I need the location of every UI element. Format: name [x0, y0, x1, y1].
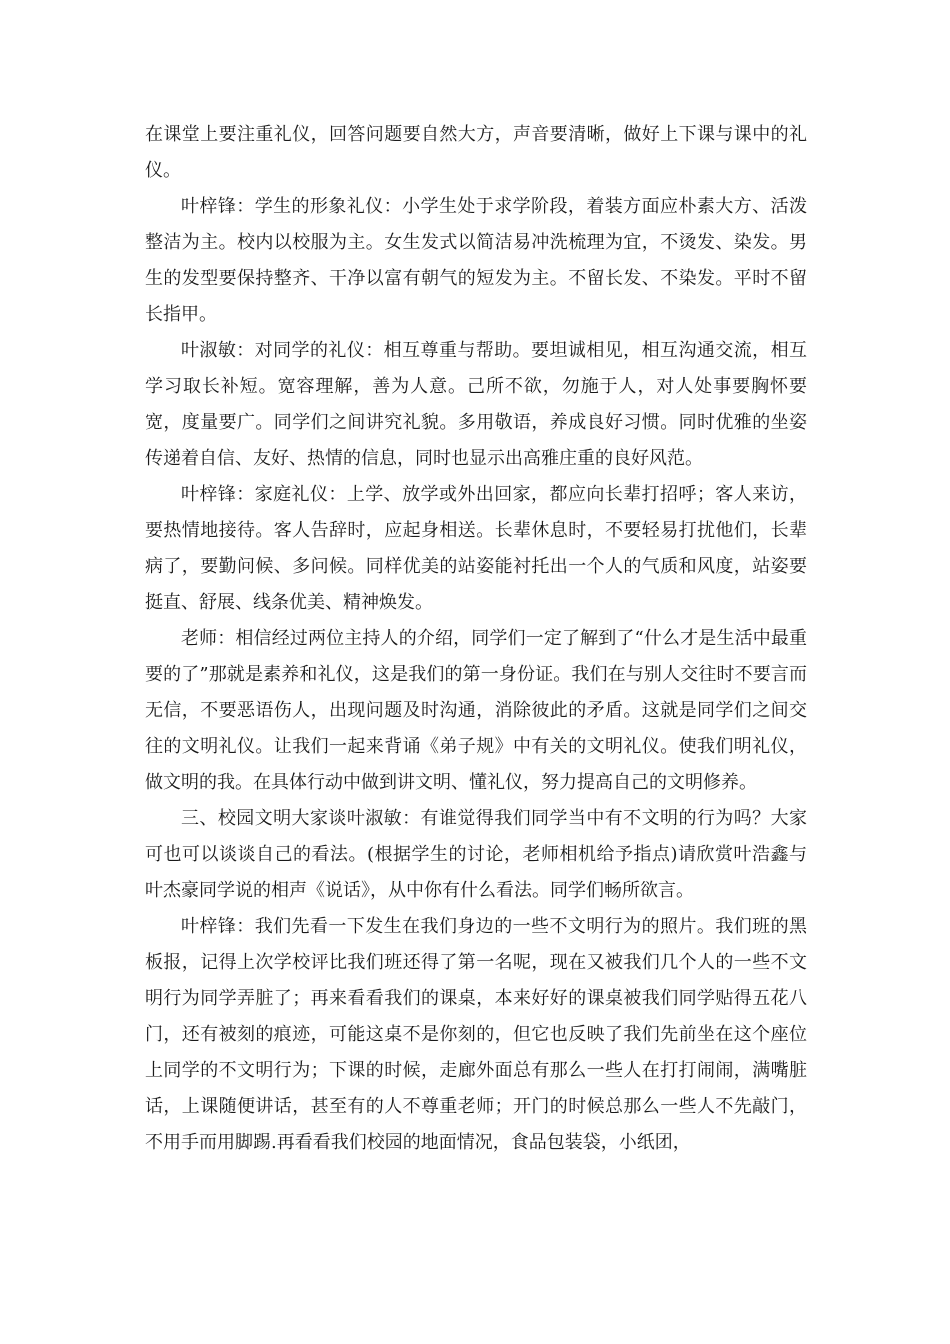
paragraph-3: 叶淑敏：对同学的礼仪：相互尊重与帮助。要坦诚相见，相互沟通交流，相互学习取长补短。宽容理解，善为人意。己所不欲，勿施于人，对人处事要胸怀要宽，度量要广。同学们之间讲究礼貌。多用敬语，养成良好习惯。同时优雅的坐姿传递着自信、友好、热情的信息，同时也显示出高雅庄重的良好风范。	[145, 340, 807, 469]
paragraph-5: 老师：相信经过两位主持人的介绍，同学们一定了解到了“什么才是生活中最重要的了”那就是素养和礼仪，这是我们的第一身份证。我们在与别人交往时不要言而无信，不要恶语伤人，出现问题及时沟通，消除彼此的矛盾。这就是同学们之间交往的文明礼仪。让我们一起来背诵《弟子规》中有关的文明礼仪。使我们明礼仪，做文明的我。在具体行动中做到讲文明、懂礼仪，努力提高自己的文明修养。	[145, 628, 807, 793]
paragraph-2: 叶梓锋：学生的形象礼仪：小学生处于求学阶段，着装方面应朴素大方、活泼整洁为主。校内以校服为主。女生发式以简洁易冲洗梳理为宜，不烫发、染发。男生的发型要保持整齐、干净以富有朝气的短发为主。不留长发、不染发。平时不留长指甲。	[145, 196, 807, 325]
paragraph-6: 三、校园文明大家谈叶淑敏：有谁觉得我们同学当中有不文明的行为吗？大家可也可以谈谈自己的看法。(根据学生的讨论，老师相机给予指点)请欣赏叶浩鑫与叶杰豪同学说的相声《说话》，从中你有什么看法。同学们畅所欲言。	[145, 808, 807, 901]
paragraph-4: 叶梓锋：家庭礼仪：上学、放学或外出回家，都应向长辈打招呼；客人来访，要热情地接待。客人告辞时，应起身相送。长辈休息时，不要轻易打扰他们，长辈病了，要勤问候、多问候。同样优美的站姿能衬托出一个人的气质和风度，站姿要挺直、舒展、线条优美、精神焕发。	[145, 484, 807, 613]
paragraph-7: 叶梓锋：我们先看一下发生在我们身边的一些不文明行为的照片。我们班的黑板报，记得上次学校评比我们班还得了第一名呢，现在又被我们几个人的一些不文明行为同学弄脏了；再来看看我们的课桌，本来好好的课桌被我们同学贴得五花八门，还有被刻的痕迹，可能这桌不是你刻的，但它也反映了我们先前坐在这个座位上同学的不文明行为；下课的时候，走廊外面总有那么一些人在打打闹闹，满嘴脏话，上课随便讲话，甚至有的人不尊重老师；开门的时候总那么一些人不先敲门，不用手而用脚踢.再看看我们校园的地面情况，食品包装袋，小纸团，	[145, 916, 807, 1153]
paragraph-1: 在课堂上要注重礼仪，回答问题要自然大方，声音要清晰，做好上下课与课中的礼仪。	[145, 124, 807, 181]
document-body	[145, 117, 807, 1161]
